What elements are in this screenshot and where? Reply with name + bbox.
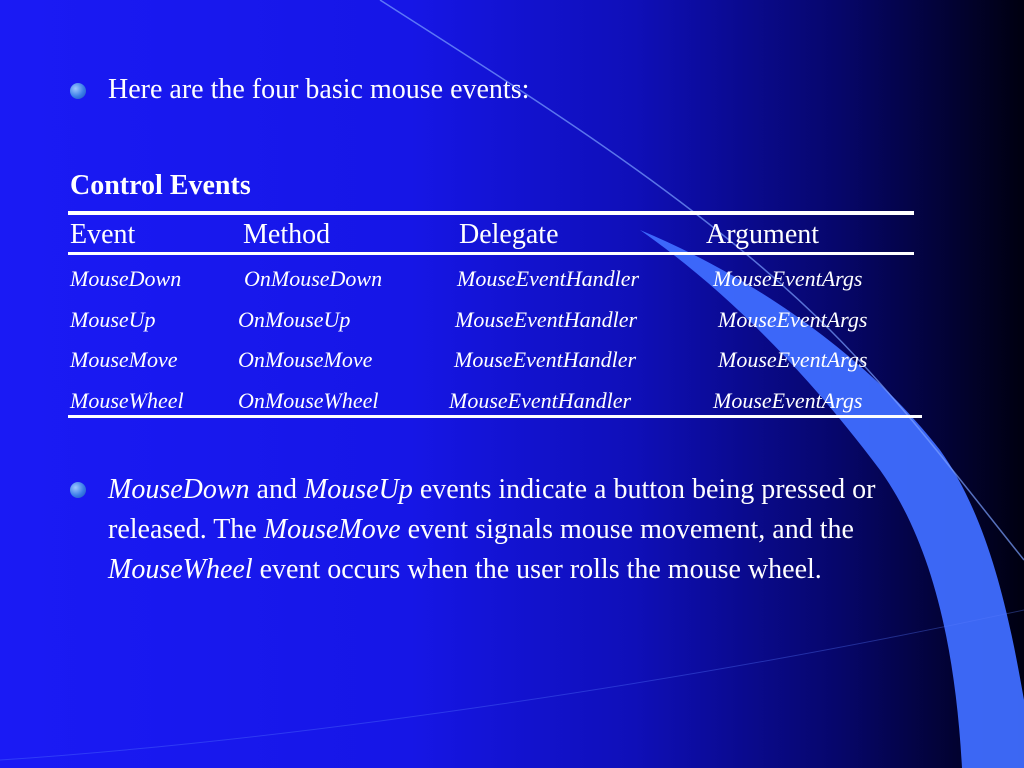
bullet-text-intro: Here are the four basic mouse events:: [108, 74, 530, 105]
table-cell-event: MouseDown: [70, 266, 182, 291]
table-cell-method: OnMouseUp: [238, 307, 351, 332]
table-cell-method: OnMouseWheel: [238, 388, 379, 413]
bullet-item-intro: [70, 70, 529, 110]
bullet-icon: [70, 83, 86, 99]
table-cell-method: OnMouseMove: [238, 347, 373, 372]
bullet-item-description: [70, 470, 940, 590]
bullet-text-description: MouseDown and MouseUp events indicate a button being pressed or released. The MouseMove event signals mouse movement, and the MouseWheel event occurs when the user rolls the mouse wheel.: [108, 474, 876, 585]
column-header-event: Event: [70, 219, 136, 250]
table-cell-delegate: MouseEventHandler: [457, 266, 640, 291]
table-bottom-rule: [68, 415, 922, 418]
table-cell-delegate: MouseEventHandler: [449, 388, 632, 413]
bullet-icon: [70, 482, 86, 498]
table-cell-event: MouseMove: [70, 347, 178, 372]
table-header-rule: [68, 252, 914, 255]
term-mousemove: MouseMove: [263, 514, 401, 545]
table-cell-event: MouseWheel: [70, 388, 184, 413]
table-cell-argument: MouseEventArgs: [713, 388, 863, 413]
table-title: Control Events: [70, 170, 251, 201]
table-cell-delegate: MouseEventHandler: [454, 347, 637, 372]
table-cell-argument: MouseEventArgs: [713, 266, 863, 291]
column-header-argument: Argument: [706, 219, 820, 250]
term-mouseup: MouseUp: [303, 474, 413, 505]
term-mousedown: MouseDown: [108, 474, 250, 505]
term-mousewheel: MouseWheel: [108, 554, 253, 585]
table-cell-delegate: MouseEventHandler: [455, 307, 638, 332]
table-cell-argument: MouseEventArgs: [718, 307, 868, 332]
column-header-method: Method: [243, 219, 331, 250]
table-cell-event: MouseUp: [70, 307, 156, 332]
table-cell-argument: MouseEventArgs: [718, 347, 868, 372]
column-header-delegate: Delegate: [459, 219, 559, 250]
table-top-rule: [68, 211, 914, 215]
table-cell-method: OnMouseDown: [244, 266, 383, 291]
